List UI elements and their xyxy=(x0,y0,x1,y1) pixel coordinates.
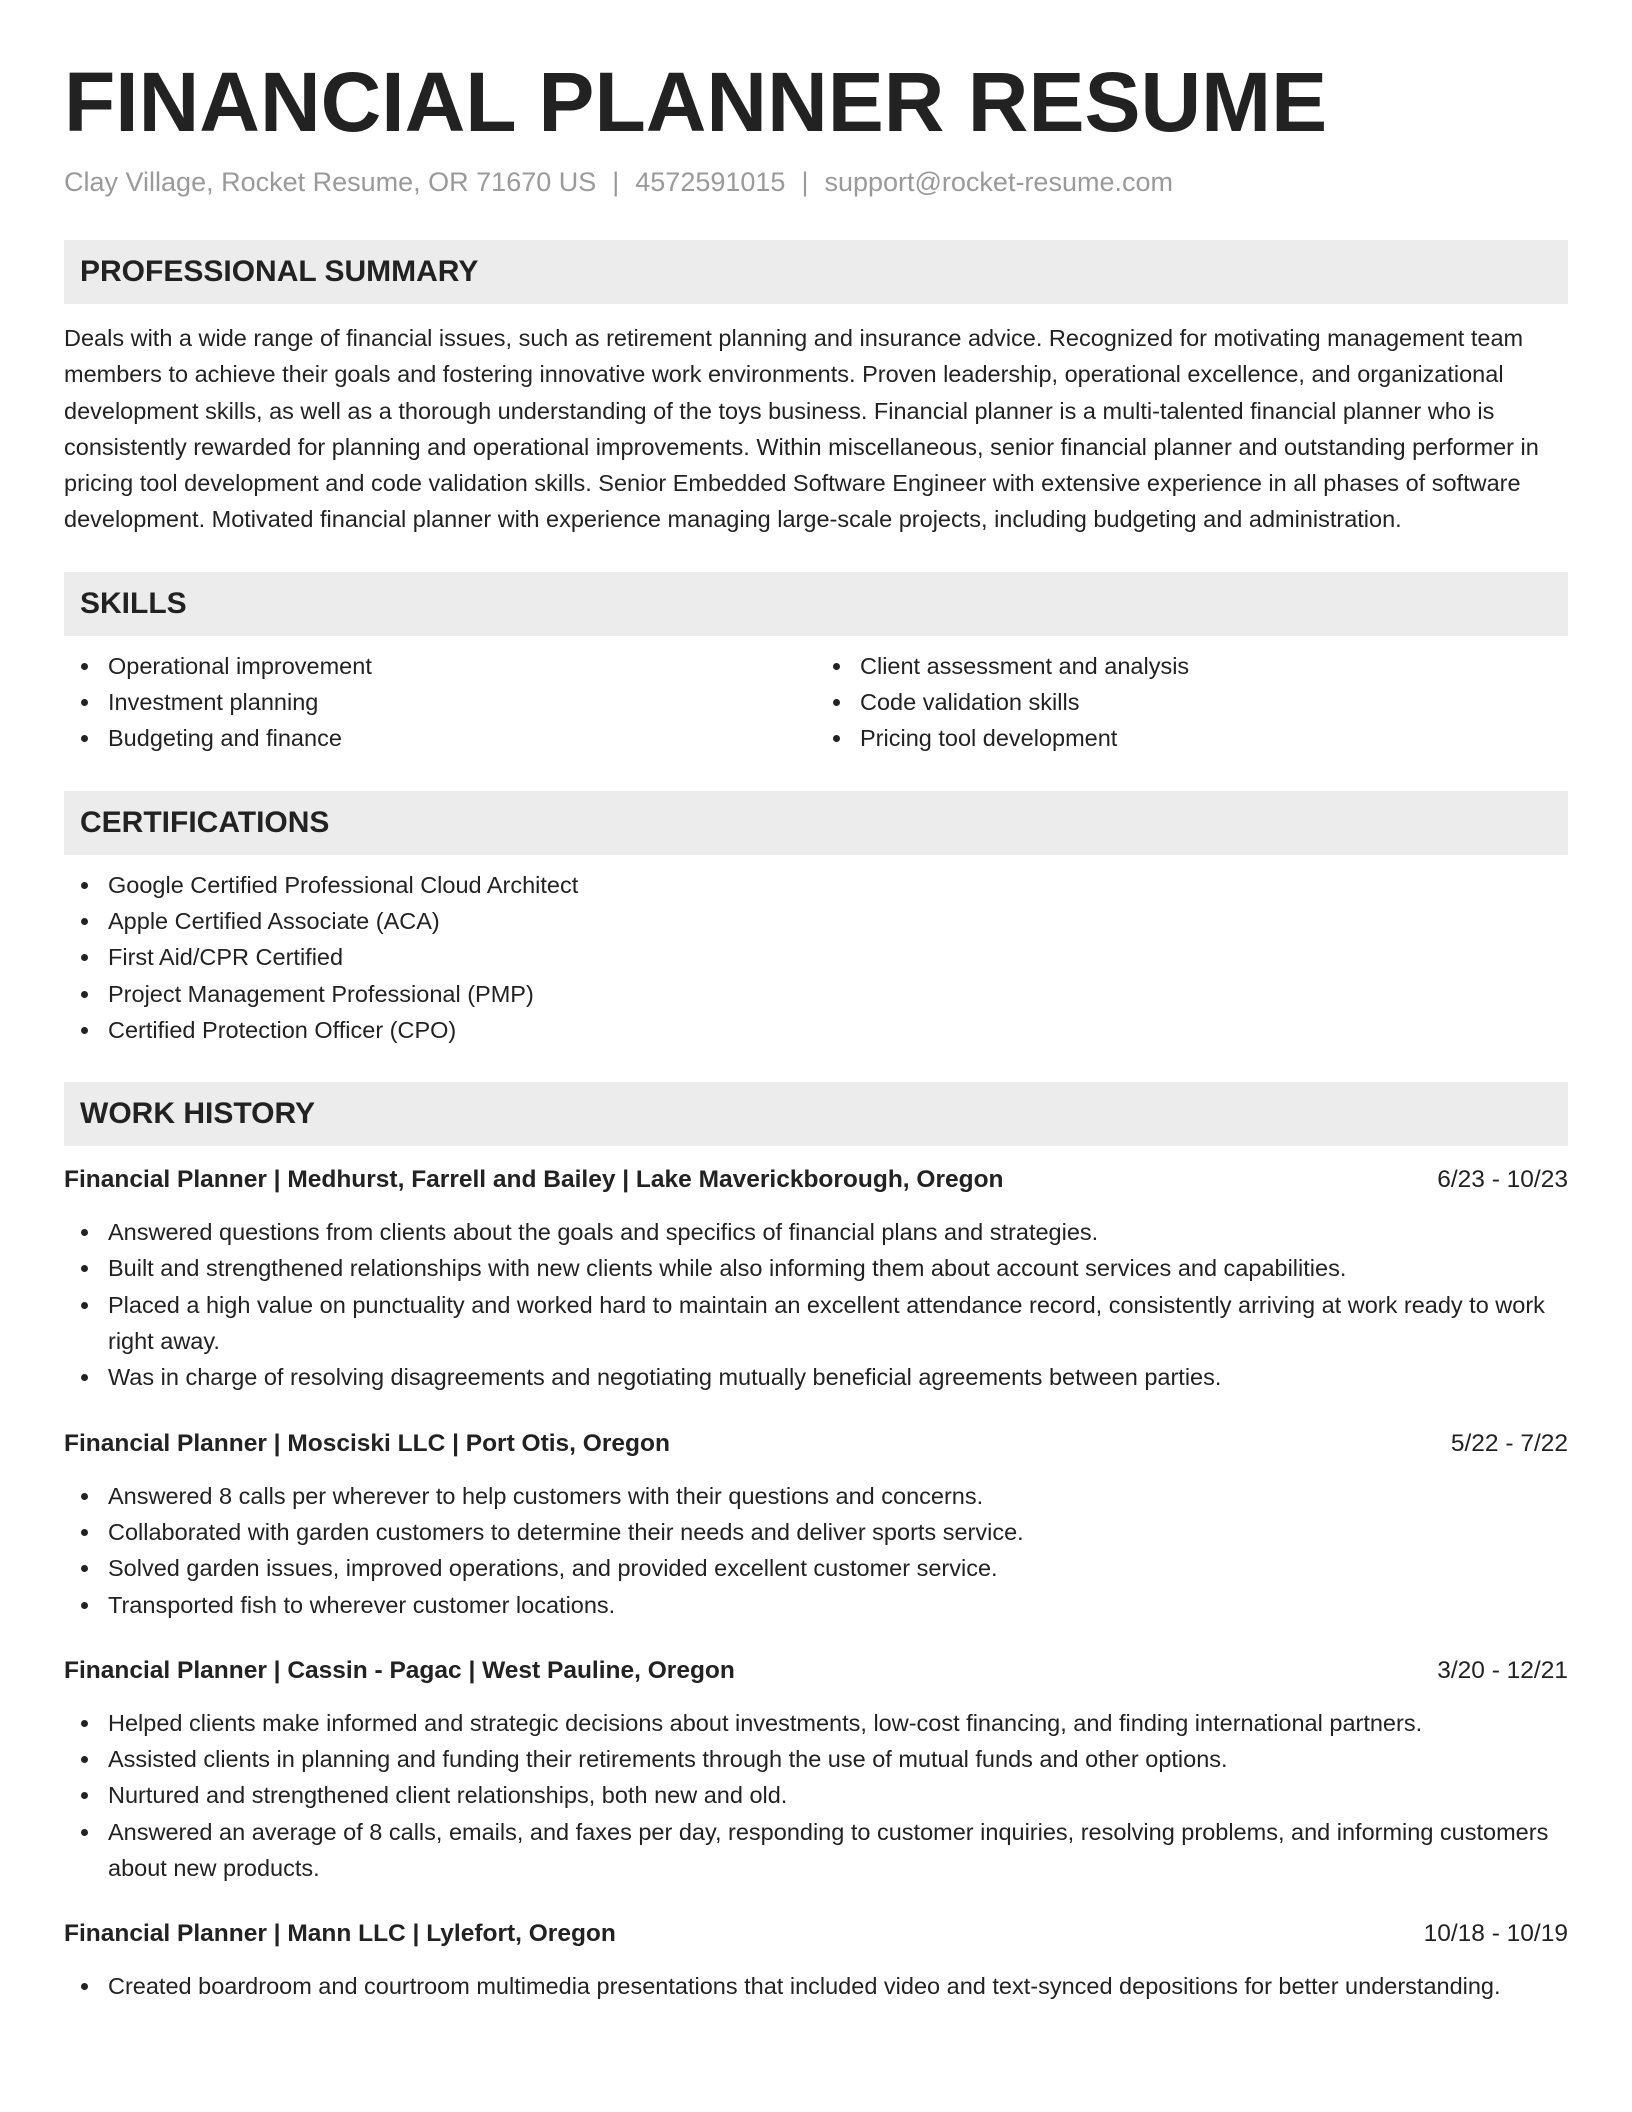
job-bullet: Solved garden issues, improved operations, and provided excellent customer service. xyxy=(64,1550,1568,1586)
job-bullet: Collaborated with garden customers to determine their needs and deliver sports service. xyxy=(64,1514,1568,1550)
job-bullet: Assisted clients in planning and funding their retirements through the use of mutual funds and other options. xyxy=(64,1741,1568,1777)
contact-phone: 4572591015 xyxy=(635,167,786,197)
certification-item: Apple Certified Associate (ACA) xyxy=(64,903,1568,939)
job-bullet: Placed a high value on punctuality and worked hard to maintain an excellent attendance record, consistently arriving at work ready to work right away. xyxy=(64,1287,1568,1360)
skills-list-right xyxy=(816,648,1568,757)
work-history-heading: WORK HISTORY xyxy=(64,1082,1568,1146)
certifications-list xyxy=(64,867,1568,1048)
contact-address: Clay Village, Rocket Resume, OR 71670 US xyxy=(64,167,597,197)
skill-item: Operational improvement xyxy=(64,648,816,684)
certification-item: Google Certified Professional Cloud Architect xyxy=(64,867,1568,903)
job-entry xyxy=(64,1916,1568,2004)
skill-item: Budgeting and finance xyxy=(64,720,816,756)
skills-column-left xyxy=(64,648,816,757)
job-bullet: Helped clients make informed and strategic decisions about investments, low-cost financing, and finding international partners. xyxy=(64,1705,1568,1741)
certification-item: First Aid/CPR Certified xyxy=(64,939,1568,975)
job-bullets xyxy=(64,1214,1568,1395)
job-title: Financial Planner | Mann LLC | Lylefort, Oregon xyxy=(64,1920,616,1948)
job-bullets xyxy=(64,1968,1568,2004)
contact-separator: | xyxy=(801,167,809,197)
contact-line xyxy=(64,164,1568,200)
job-entry xyxy=(64,1426,1568,1623)
summary-heading: PROFESSIONAL SUMMARY xyxy=(64,240,1568,304)
skill-item: Code validation skills xyxy=(816,684,1568,720)
skills-grid xyxy=(64,648,1568,757)
job-title: Financial Planner | Mosciski LLC | Port Otis, Oregon xyxy=(64,1429,670,1457)
resume-title: FINANCIAL PLANNER RESUME xyxy=(64,55,1328,149)
summary-section xyxy=(64,240,1568,538)
work-history-section xyxy=(64,1082,1568,2004)
job-bullet: Answered an average of 8 calls, emails, and faxes per day, responding to customer inquiries, resolving problems, and informing customers about new products. xyxy=(64,1814,1568,1887)
job-dates: 10/18 - 10/19 xyxy=(1423,1920,1568,1948)
skill-item: Pricing tool development xyxy=(816,720,1568,756)
job-bullet: Created boardroom and courtroom multimedia presentations that included video and text-synced depositions for better understanding. xyxy=(64,1968,1568,2004)
job-title: Financial Planner | Medhurst, Farrell and Bailey | Lake Maverickborough, Oregon xyxy=(64,1166,1004,1194)
job-bullet: Built and strengthened relationships with new clients while also informing them about account services and capabilities. xyxy=(64,1250,1568,1286)
job-bullets xyxy=(64,1705,1568,1886)
job-entry xyxy=(64,1162,1568,1395)
job-bullet: Nurtured and strengthened client relationships, both new and old. xyxy=(64,1777,1568,1813)
skills-list-left xyxy=(64,648,816,757)
skills-section xyxy=(64,572,1568,757)
certification-item: Project Management Professional (PMP) xyxy=(64,976,1568,1012)
job-dates: 5/22 - 7/22 xyxy=(1450,1429,1568,1457)
job-header xyxy=(64,1162,1568,1198)
job-dates: 3/20 - 12/21 xyxy=(1437,1656,1568,1684)
skill-item: Investment planning xyxy=(64,684,816,720)
job-entry xyxy=(64,1653,1568,1886)
skills-column-right xyxy=(816,648,1568,757)
job-bullets xyxy=(64,1478,1568,1623)
job-header xyxy=(64,1916,1568,1952)
job-bullet: Was in charge of resolving disagreements and negotiating mutually beneficial agreements between parties. xyxy=(64,1359,1568,1395)
job-header xyxy=(64,1653,1568,1689)
contact-separator: | xyxy=(612,167,620,197)
job-title: Financial Planner | Cassin - Pagac | West Pauline, Oregon xyxy=(64,1656,735,1684)
summary-text: Deals with a wide range of financial issues, such as retirement planning and insurance advice. Recognized for motivating management team members to achieve their goals and fostering innovative work environments. Proven leadership, operational excellence, and organizational development skills, as well as a thorough understanding of the toys business. Financial planner is a multi-talented financial planner who is consistently rewarded for planning and operational improvements. Within miscellaneous, senior financial planner and outstanding performer in pricing tool development and code validation skills. Senior Embedded Software Engineer with extensive experience in all phases of software development. Motivated financial planner with experience managing large-scale projects, including budgeting and administration. xyxy=(64,325,1539,533)
job-header xyxy=(64,1426,1568,1462)
certification-item: Certified Protection Officer (CPO) xyxy=(64,1012,1568,1048)
job-dates: 6/23 - 10/23 xyxy=(1437,1166,1568,1194)
job-bullet: Transported fish to wherever customer locations. xyxy=(64,1587,1568,1623)
job-bullet: Answered 8 calls per wherever to help customers with their questions and concerns. xyxy=(64,1478,1568,1514)
job-bullet: Answered questions from clients about the goals and specifics of financial plans and strategies. xyxy=(64,1214,1568,1250)
certifications-section xyxy=(64,791,1568,1048)
skill-item: Client assessment and analysis xyxy=(816,648,1568,684)
contact-email: support@rocket-resume.com xyxy=(824,167,1173,197)
certifications-heading: CERTIFICATIONS xyxy=(64,791,1568,855)
skills-heading: SKILLS xyxy=(64,572,1568,636)
